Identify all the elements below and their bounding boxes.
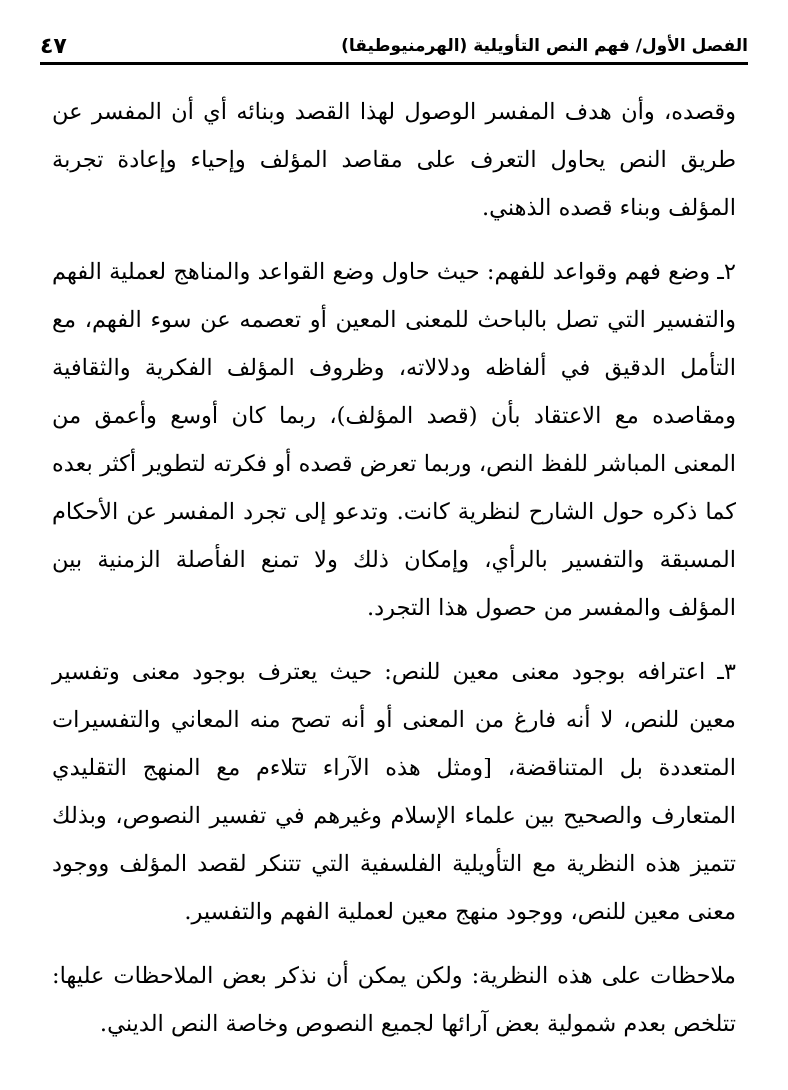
page-header <box>40 30 748 65</box>
paragraph: وقصده، وأن هدف المفسر الوصول لهذا القصد وبنائه أي أن المفسر عن طريق النص يحاول التعرف على مقاصد المؤلف وإحياء وإعادة تجربة المؤلف وبناء قصده الذهني. <box>52 99 736 221</box>
paragraph: ٢ـ وضع فهم وقواعد للفهم: حيث حاول وضع القواعد والمناهج لعملية الفهم والتفسير التي تصل بالباحث للمعنى المعين أو تعصمه عن سوء الفهم، مع التأمل الدقيق في ألفاظه ودلالاته، وظروف المؤلف الفكرية والثقافية ومقاصده مع الاعتقاد بأن (قصد المؤلف)، ربما كان أوسع وأعمق من المعنى المباشر للفظ النص، وربما تعرض قصده أو فكرته لتطوير أكثر بعده كما ذكره حول الشارح لنظرية كانت. وتدعو إلى تجرد المفسر عن الأحكام المسبقة والتفسير بالرأي، وإمكان ذلك ولا تمنع الفأصلة الزمنية بين المؤلف والمفسر من حصول هذا التجرد. <box>52 259 736 621</box>
page-body <box>52 88 736 1064</box>
paragraph: ٣ـ اعترافه بوجود معنى معين للنص: حيث يعترف بوجود معنى وتفسير معين للنص، لا أنه فارغ من المعنى أو أنه تصح منه المعاني والتفسيرات المتعددة بل المتناقضة، [ومثل هذه الآراء تتلاءم مع المنهج التقليدي المتعارف والصحيح بين علماء الإسلام وغيرهم في تفسير النصوص، وبذلك تتميز هذه النظرية مع التأويلية الفلسفية التي تتنكر لقصد المؤلف ووجود معنى معين للنص، ووجود منهج معين لعملية الفهم والتفسير. <box>52 659 736 925</box>
running-title: الفصل الأول/ فهم النص التأويلية (الهرمنيوطيقا) <box>341 36 748 56</box>
page-number: ٤٧ <box>40 33 67 59</box>
paragraph: ملاحظات على هذه النظرية: ولكن يمكن أن نذكر بعض الملاحظات عليها: تتلخص بعدم شمولية بعض آرائها لجميع النصوص وخاصة النص الديني. <box>52 963 736 1037</box>
